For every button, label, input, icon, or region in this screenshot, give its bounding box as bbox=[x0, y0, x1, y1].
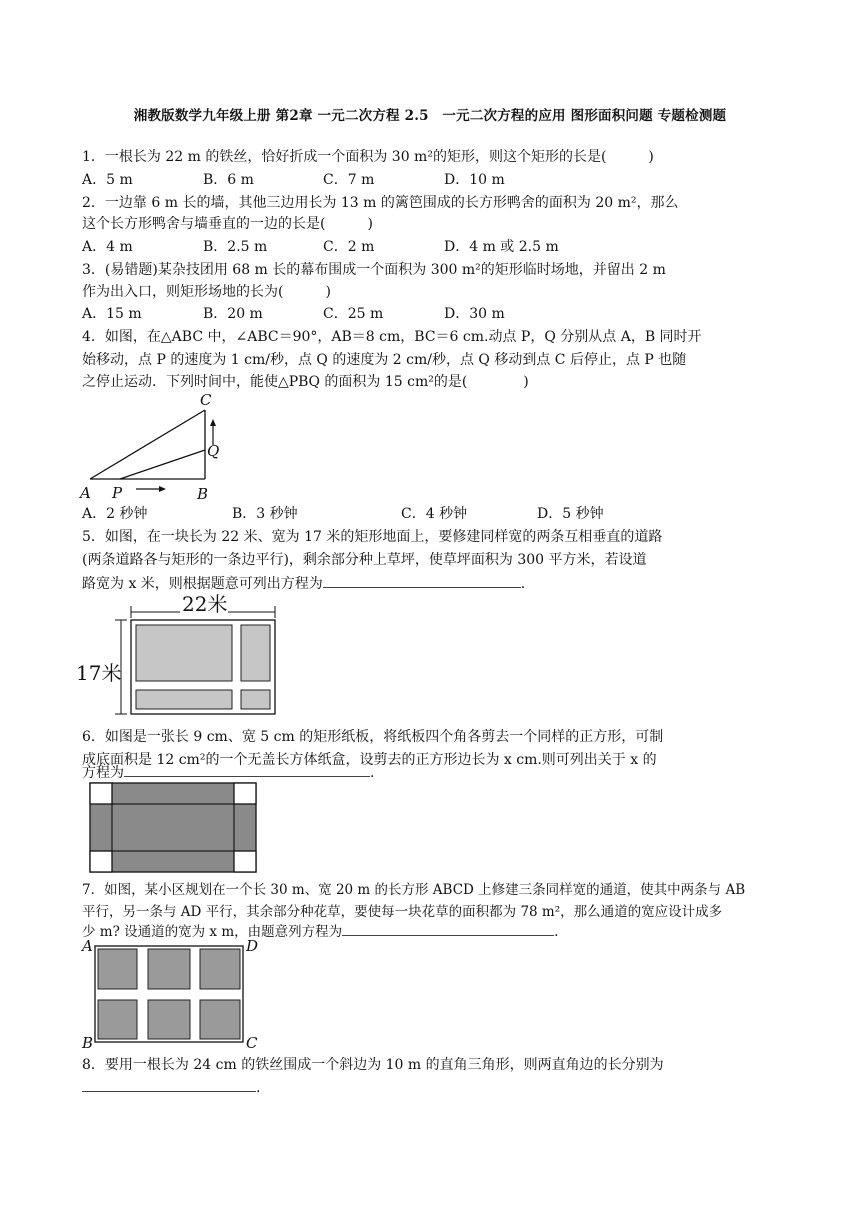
label-c: C bbox=[200, 391, 212, 409]
question-4-line-1: 4．如图，在△ABC 中，∠ABC＝90°，AB＝8 cm，BC＝6 cm.动点 P，Q 分别从点 A，B 同时开 bbox=[82, 329, 702, 345]
q1-option-c: C．7 m bbox=[323, 172, 375, 188]
lawn-top-right bbox=[241, 625, 270, 681]
height-label: 17米 bbox=[76, 661, 122, 685]
field-roads-figure bbox=[76, 590, 286, 720]
label-a: A bbox=[80, 484, 91, 502]
question-7-line-end: . bbox=[554, 924, 559, 940]
flowerbed-bottom-2 bbox=[148, 1000, 190, 1039]
question-1-line-1: 1．一根长为 22 m 的铁丝，恰好折成一个面积为 30 m²的矩形，则这个矩形的长是( ) bbox=[82, 149, 654, 165]
q1-option-d: D．10 m bbox=[444, 172, 505, 188]
flowerbed-top-3 bbox=[200, 949, 240, 989]
width-label: 22米 bbox=[182, 592, 228, 616]
segment-pq bbox=[120, 450, 205, 479]
label-b: B bbox=[82, 1034, 94, 1052]
flowerbed-top-1 bbox=[98, 949, 137, 989]
q2-option-b: B．2.5 m bbox=[203, 239, 268, 255]
question-4-line-3: 之停止运动．下列时间中，能使△PBQ 的面积为 15 cm²的是( ) bbox=[82, 374, 529, 390]
q2-option-d: D．4 m 或 2.5 m bbox=[444, 239, 559, 255]
q1-option-b: B．6 m bbox=[203, 172, 254, 188]
question-5-line-2: (两条道路各与矩形的一条边平行)，剩余部分种上草坪，使草坪面积为 300 平方米，若设道 bbox=[82, 552, 647, 568]
question-5-line-end: . bbox=[520, 576, 526, 592]
question-7-line-1: 7．如图，某小区规划在一个长 30 m、宽 20 m 的长方形 ABCD 上修建三条同样宽的通道，使其中两条与 AB bbox=[82, 882, 746, 898]
question-2-line-2: 这个长方形鸭舍与墙垂直的一边的长是( ) bbox=[82, 216, 373, 232]
side-ac bbox=[90, 410, 205, 479]
lawn-bottom-right bbox=[241, 690, 270, 709]
label-c: C bbox=[246, 1034, 258, 1052]
answer-blank-8 bbox=[82, 1077, 256, 1092]
flowerbed-bottom-3 bbox=[200, 1000, 240, 1039]
lawn-top-left bbox=[136, 625, 232, 681]
question-8-line-1: 8．要用一根长为 24 cm 的铁丝围成一个斜边为 10 m 的直角三角形，则两直角边的长分别为 bbox=[82, 1057, 664, 1073]
question-6-line-2: 成底面积是 12 cm²的一个无盖长方体纸盒，设剪去的正方形边长为 x cm.则可列出关于 x 的 bbox=[82, 752, 657, 768]
q3-option-c: C．25 m bbox=[323, 306, 384, 322]
label-d: D bbox=[246, 937, 259, 955]
question-2-line-1: 2．一边靠 6 m 长的墙，其他三边用长为 13 m 的篱笆围成的长方形鸭舍的面积为 20 m²，那么 bbox=[82, 195, 679, 211]
label-p: P bbox=[112, 484, 123, 502]
q1-option-a: A．5 m bbox=[82, 172, 133, 188]
garden-figure bbox=[80, 938, 270, 1050]
question-3-line-2: 作为出入口，则矩形场地的长为( ) bbox=[82, 284, 331, 300]
page-title: 湘教版数学九年级上册 第2章 一元二次方程 2.5 一元二次方程的应用 图形面积问题 专题检测题 bbox=[133, 108, 727, 124]
cardboard-sheet bbox=[90, 783, 256, 872]
question-3-line-1: 3．(易错题)某杂技团用 68 m 长的幕布围成一个面积为 300 m²的矩形临时场地，并留出 2 m bbox=[82, 262, 666, 278]
q4-option-c: C．4 秒钟 bbox=[401, 506, 468, 522]
question-8-line-2 bbox=[82, 1077, 260, 1098]
arrowhead-right-icon bbox=[159, 486, 166, 492]
cut-square-bottom-left bbox=[90, 851, 112, 872]
label-q: Q bbox=[207, 442, 220, 460]
question-6-line-1: 6．如图是一张长 9 cm、宽 5 cm 的矩形纸板，将纸板四个角各剪去一个同样的正方形，可制 bbox=[82, 729, 664, 745]
q3-option-d: D．30 m bbox=[444, 306, 505, 322]
lawn-bottom-left bbox=[136, 690, 232, 709]
question-6-line-3-text: 方程为 bbox=[82, 765, 124, 781]
label-b: B bbox=[197, 485, 209, 503]
question-7-line-2: 平行，另一条与 AD 平行，其余部分种花草，要使每一块花草的面积都为 78 m²，那么通道的宽应设计成多 bbox=[82, 904, 723, 920]
question-5-line-3-text: 路宽为 x 米，则根据题意可列出方程为 bbox=[82, 576, 323, 592]
arrowhead-up-icon bbox=[210, 419, 216, 426]
question-4-line-2: 始移动，点 P 的速度为 1 cm/秒，点 Q 的速度为 2 cm/秒，点 Q 移动到点 C 后停止，点 P 也随 bbox=[82, 352, 687, 368]
q3-option-b: B．20 m bbox=[203, 306, 263, 322]
cardboard-figure bbox=[88, 780, 260, 876]
question-6-line-end: . bbox=[370, 765, 375, 781]
answer-blank-7 bbox=[342, 921, 554, 936]
q4-option-b: B．3 秒钟 bbox=[232, 506, 298, 522]
flowerbed-bottom-1 bbox=[98, 1000, 137, 1039]
answer-blank-6 bbox=[124, 762, 370, 777]
flowerbed-top-2 bbox=[148, 949, 190, 989]
label-a: A bbox=[82, 937, 93, 955]
answer-blank-5 bbox=[323, 573, 521, 588]
q2-option-a: A．4 m bbox=[82, 239, 133, 255]
q4-option-d: D．5 秒钟 bbox=[537, 506, 604, 522]
triangle-figure bbox=[80, 390, 240, 502]
question-5-line-1: 5．如图，在一块长为 22 米、宽为 17 米的矩形地面上，要修建同样宽的两条互相垂直的道路 bbox=[82, 529, 663, 545]
q4-option-a: A．2 秒钟 bbox=[82, 506, 148, 522]
q3-option-a: A．15 m bbox=[82, 306, 142, 322]
cut-square-bottom-right bbox=[234, 851, 256, 872]
cut-square-top-left bbox=[90, 783, 112, 804]
question-8-line-end: . bbox=[256, 1080, 261, 1096]
cut-square-top-right bbox=[234, 783, 256, 804]
question-7-line-3-text: 少 m? 设通道的宽为 x m，由题意列方程为 bbox=[82, 924, 343, 940]
q2-option-c: C．2 m bbox=[323, 239, 375, 255]
